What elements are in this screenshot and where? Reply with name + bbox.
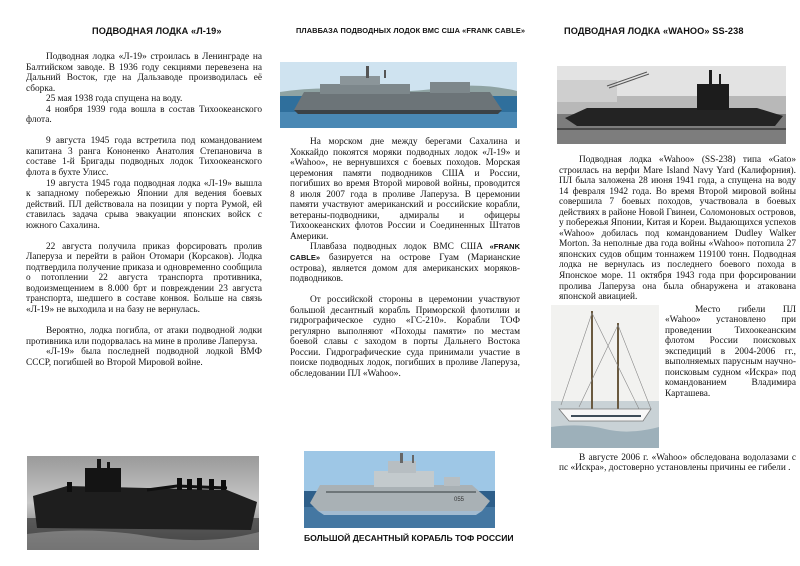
- frank-cable-tender-photo: [280, 62, 517, 128]
- submarine-l19-photo: [27, 456, 259, 550]
- column-wahoo: [533, 0, 800, 566]
- wahoo-submarine-photo: [557, 66, 786, 144]
- paragraph-part: Плавбаза подводных лодок ВМС США: [310, 242, 483, 253]
- paragraph: Подводная лодка «Wahoo» (SS-238) типа «Gato» строилась на верфи Mare Island Navy Yard (Калифорния). ПЛ была заложена 28 июня 1941 года, а спущена на воду 14 февраля 1942 года. Во время Второй мировой войны совершила 7 боевых походов, участвовала в боевых действиях в районе Новой Гвинеи, Соломоновых островов, у побережья Японии, Китая и Кореи. Выдающихся успехов «Wahoo» добилась под командованием Dudley Walker Morton. За неполные два года войны «Wahoo» потопила 27 японских судов общим тоннажем 119100 тонн. Подводная лодка не вернулась из последнего боевого похода в Японское море. 11 октября 1943 года при форсировании пролива Лаперуза она была обнаружена и атакована японской авиацией.: [559, 155, 796, 303]
- paragraph: «Л-19» была последней подводной лодкой ВМФ СССР, погибшей во Второй Мировой войне.: [26, 347, 262, 368]
- paragraph: Подводная лодка «Л-19» строилась в Ленинграде на Балтийском заводе. В 1936 году секциями перевезена на Дальний Восток, где на Дальзаводе производилась её сборка.: [26, 52, 262, 94]
- paragraph: 4 ноября 1939 года вошла в состав Тихоокеанского флота.: [26, 104, 262, 126]
- ship-name: «FRANK CABLE»: [290, 242, 520, 263]
- text-frank-cable: [290, 137, 520, 380]
- iskra-sailing-ship-photo: [551, 305, 659, 448]
- heading-l19: ПОДВОДНАЯ ЛОДКА «Л-19»: [92, 26, 222, 36]
- paragraph: Вероятно, лодка погибла, от атаки подводной лодки противника или подорвалась на мине в проливе Лаперуза.: [26, 326, 262, 347]
- paragraph: 25 мая 1938 года спущена на воду.: [46, 94, 183, 105]
- landing-ship-caption: БОЛЬШОЙ ДЕСАНТНЫЙ КОРАБЛЬ ТОФ РОССИИ: [304, 533, 514, 543]
- svg-text:055: 055: [454, 497, 465, 503]
- paragraph: 9 августа 1945 года встретила под командованием капитана 3 ранга Кононенко Анатолия Степановича в составе 1-й Бригады подводных лодок Тихоокеанского флота в бухте Улисс.: [26, 136, 262, 178]
- landing-ship-photo: [304, 451, 495, 528]
- heading-frank-cable: ПЛАВБАЗА ПОДВОДНЫХ ЛОДОК ВМС США «FRANK CABLE»: [296, 26, 526, 35]
- column-l19: [0, 0, 268, 566]
- iskra-photo-slot: [551, 305, 659, 453]
- text-l19: [26, 52, 262, 368]
- heading-wahoo: ПОДВОДНАЯ ЛОДКА «WAHOO» SS-238: [564, 26, 744, 36]
- paragraph-part: базируется на острове Гуам (Марианские острова), является домом для американских моряков-подводников.: [290, 253, 520, 285]
- paragraph: 22 августа получила приказ форсировать пролив Лаперуза и перейти в район Отомари (Корсаков). Лодка подтвердила получение приказа и одновременно сообщила о потоплении 22 августа транспорта противника, водоизмещением в 8.000 брт и повреждении 23 августа транспорта, шедшего в составе конвоя. Больше на связь «Л-19» не выходила и на базу не вернулась.: [26, 241, 262, 316]
- paragraph: От российской стороны в церемонии участвуют большой десантный корабль Приморской флотилии и гидрографическое судно «ГС-210». Корабли ТОФ регулярно выполняют «Походы памяти» по местам боевой славы с заходом в порты Дальнего Востока России. Гидрографические суда принимали участие в поиске подводных лодок, погибших в проливе Лаперуза, обследовании ПЛ «Wahoo».: [290, 295, 520, 379]
- paragraph: На морском дне между берегами Сахалина и Хоккайдо покоятся моряки подводных лодок «Л-19» и «Wahoo», не вернувшихся с боевых походов. Морская церемония памяти подводников США и России, погибших во время Второй мировой войны, проводится 8 июля 2007 года в проливе Лаперуза. В церемонии памяти участвуют американский и российские корабли, ветераны-подводники, адмиралы и офицеры Тихоокеанских флотов России и Соединенных Штатов Америки.: [290, 137, 520, 242]
- paragraph: 19 августа 1945 года подводная лодка «Л-19» вышла к западному побережью Японии для ведения боевых действий. ПЛ действовала на позиции у порта Румой, ей ставилась задача срыва эвакуации японских войск с южного Сахалина.: [26, 178, 262, 231]
- paragraph: [290, 242, 520, 284]
- text-wahoo: [559, 155, 796, 474]
- paragraph: В августе 2006 г. «Wahoo» обследована водолазами с пс «Искра», достоверно установлены причины ее гибели .: [559, 452, 796, 474]
- column-frank-cable: [268, 0, 533, 566]
- paragraph: Место гибели ПЛ «Wahoo» установлено при проведении Тихоокеанским флотом России поисковых экспедиций в 2004-2006 гг., выполняемых парусным научно-поисковым судном «Искра» под командованием Владимира Карташева.: [665, 304, 796, 400]
